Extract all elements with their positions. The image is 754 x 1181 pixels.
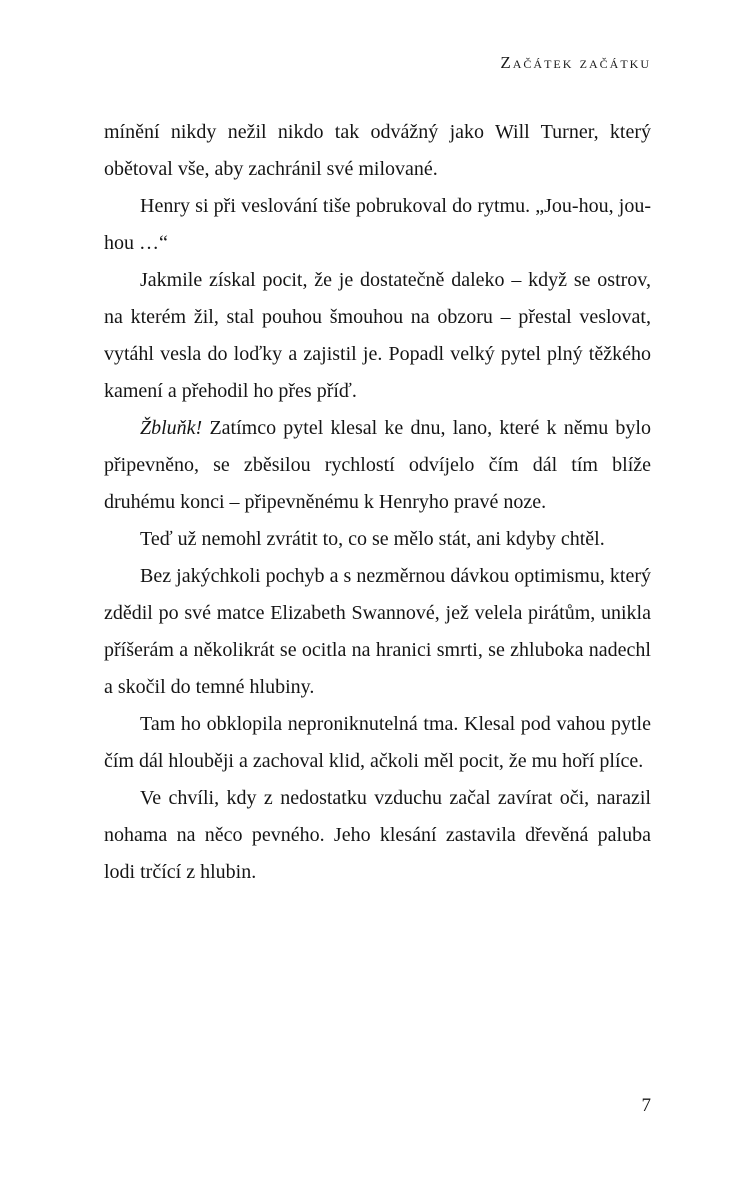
paragraph: Ve chvíli, kdy z nedostatku vzduchu začal zavírat oči, narazil nohama na něco pevného. Jeho klesání zastavila dřevěná paluba lodi trčící z hlubin. — [104, 787, 651, 883]
chapter-title: Začátek začátku — [500, 53, 651, 72]
page-number: 7 — [641, 1095, 651, 1116]
paragraph-text: Zatímco pytel klesal ke dnu, lano, které k němu bylo připevněno, se zběsilou rychlostí odvíjelo čím dál tím blíže druhému konci – připevněnému k Henryho pravé noze. — [104, 417, 651, 513]
paragraph: Henry si při veslování tiše pobrukoval do rytmu. „Jou-hou, jou-hou …“ — [104, 195, 651, 254]
italic-lead: Žbluňk! — [140, 417, 203, 439]
page-footer — [104, 1095, 651, 1117]
paragraph — [104, 410, 651, 521]
paragraph: Teď už nemohl zvrátit to, co se mělo stát, ani kdyby chtěl. — [140, 528, 605, 550]
running-header — [104, 53, 651, 73]
paragraph: Jakmile získal pocit, že je dostatečně daleko – když se ostrov, na kterém žil, stal pouhou šmouhou na obzoru – přestal veslovat, vytáhl vesla do loďky a zajistil je. Popadl velký pytel plný těžkého kamení a přehodil ho přes příď. — [104, 269, 651, 402]
text-block — [104, 114, 651, 891]
paragraph: mínění nikdy nežil nikdo tak odvážný jako Will Turner, který obětoval vše, aby zachránil své milované. — [104, 121, 651, 180]
paragraph: Bez jakýchkoli pochyb a s nezměrnou dávkou optimismu, který zdědil po své matce Elizabeth Swannové, jež velela pirátům, unikla příšerám a několikrát se ocitla na hranici smrti, se zhluboka nadechl a skočil do temné hlubiny. — [104, 565, 651, 698]
paragraph: Tam ho obklopila neproniknutelná tma. Klesal pod vahou pytle čím dál hlouběji a zachoval klid, ačkoli měl pocit, že mu hoří plíce. — [104, 713, 651, 772]
